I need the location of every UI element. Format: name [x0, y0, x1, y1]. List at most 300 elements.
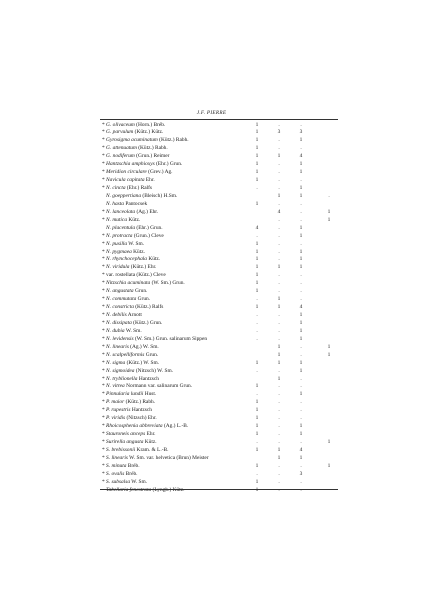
count-cell-3: . — [300, 121, 302, 128]
count-cell-1: 1 — [255, 161, 259, 168]
asterisk-marker: * — [102, 129, 107, 136]
asterisk-marker: * — [102, 216, 107, 223]
species-name — [102, 376, 159, 384]
species-name — [102, 249, 145, 257]
count-cell-2: . — [278, 462, 280, 469]
count-cell-1: 1 — [255, 423, 259, 430]
species-genus: Nitzschia acuminata — [106, 280, 151, 287]
count-cell-3: 1 — [299, 312, 303, 318]
species-name — [106, 201, 147, 209]
species-genus: Hantzschia amphioxys — [106, 161, 155, 168]
species-name — [102, 360, 159, 368]
species-name — [102, 415, 157, 423]
table-row — [0, 145, 423, 153]
count-cell-1: 1 — [255, 256, 259, 263]
species-name — [102, 336, 207, 344]
asterisk-marker: * — [102, 478, 107, 485]
count-cell-1: 1 — [255, 153, 259, 160]
species-name — [102, 185, 152, 193]
count-cell-2: . — [278, 470, 280, 477]
asterisk-marker: * — [102, 137, 107, 144]
species-authority: W. Sm. — [130, 478, 148, 485]
count-cell-2: 1 — [277, 351, 281, 358]
asterisk-marker: * — [102, 185, 107, 191]
table-row — [0, 344, 423, 352]
count-cell-2: . — [278, 288, 280, 295]
asterisk-marker: * — [102, 351, 107, 358]
table-row — [0, 169, 423, 177]
count-cell-3: . — [300, 200, 302, 207]
table-bottom-rule — [100, 489, 338, 490]
count-cell-1: . — [256, 470, 258, 477]
count-cell-3: 1 — [299, 359, 303, 366]
species-authority: Bréb. — [126, 462, 140, 469]
count-cell-2: . — [278, 327, 280, 334]
table-row — [0, 312, 423, 320]
species-authority: (Grun.) Cleve — [132, 232, 164, 239]
asterisk-marker: * — [102, 296, 107, 303]
count-cell-2: . — [278, 407, 280, 414]
running-head: J.F. PIERRE — [196, 110, 227, 116]
count-cell-2: . — [278, 312, 280, 318]
table-row — [0, 479, 423, 487]
count-cell-1: . — [256, 335, 258, 342]
table-top-rule — [100, 119, 338, 120]
table-row — [0, 447, 423, 455]
count-cell-1: 1 — [255, 359, 259, 366]
count-cell-4: 1 — [327, 343, 331, 350]
table-row — [0, 304, 423, 312]
count-cell-1: . — [256, 327, 258, 334]
table-row — [0, 383, 423, 391]
species-genus: N. commutata — [106, 296, 137, 303]
species-genus: G. attenuatum — [106, 145, 137, 152]
species-name — [106, 193, 177, 201]
species-name — [102, 471, 138, 479]
species-name — [102, 479, 147, 487]
asterisk-marker: * — [102, 256, 107, 263]
species-authority: (Lyngb.) Kütz. — [151, 486, 185, 493]
count-cell-2: . — [278, 319, 280, 326]
table-row — [0, 391, 423, 399]
count-cell-1: . — [256, 312, 258, 318]
count-cell-2: . — [278, 399, 280, 406]
species-genus: N. scalpelliformis — [106, 351, 145, 358]
species-genus: N. rhynchocephala — [106, 256, 147, 263]
count-cell-2: . — [278, 391, 280, 398]
count-cell-1: 1 — [255, 280, 259, 287]
count-cell-3: 1 — [299, 224, 303, 231]
count-cell-3: . — [300, 375, 302, 382]
count-cell-3: 1 — [299, 335, 303, 342]
table-row — [0, 439, 423, 447]
species-authority: (Nitzsch) W. Sm. — [134, 367, 173, 374]
count-cell-2: . — [278, 137, 280, 144]
count-cell-2: 1 — [277, 446, 281, 453]
species-genus: N. sigmoidea — [106, 367, 135, 374]
species-genus: Navicula capitata — [106, 177, 145, 184]
species-genus: Rhoicosphenia abbreviata — [106, 423, 163, 430]
table-row — [0, 376, 423, 384]
asterisk-marker: * — [102, 439, 107, 445]
count-cell-3: . — [300, 383, 302, 390]
species-authority: (Ehr.) Grun. — [135, 224, 163, 231]
species-authority: Hantzsch — [137, 375, 159, 382]
count-cell-1: . — [256, 319, 258, 326]
count-cell-3: 1 — [299, 256, 303, 263]
species-authority: (Ag.) W. Sm. — [128, 343, 159, 350]
species-authority: (Kütz.) Ehr. — [129, 264, 157, 271]
species-genus: P. viridis — [106, 415, 126, 422]
species-genus: N. linearis — [106, 343, 129, 350]
asterisk-marker: * — [102, 367, 107, 374]
table-row — [0, 360, 423, 368]
species-name — [102, 463, 140, 471]
table-row — [0, 264, 423, 272]
species-name — [102, 217, 140, 225]
count-cell-2: . — [278, 486, 280, 493]
species-genus: N. vitrea — [106, 383, 125, 390]
count-cell-3: 1 — [299, 192, 303, 199]
species-authority: Normann var. salinarum Grun. — [124, 383, 193, 390]
count-cell-4: 1 — [327, 439, 331, 445]
species-name — [102, 241, 144, 249]
count-cell-3: . — [300, 343, 302, 350]
species-genus: N. dissipata — [106, 319, 132, 326]
species-authority: W. Sm. var. helvetica (Brun) Meister — [127, 454, 209, 461]
species-genus: N. viridula — [106, 264, 130, 271]
species-genus: S. linearis — [106, 454, 128, 461]
count-cell-4: 1 — [327, 462, 331, 469]
species-table — [0, 122, 423, 495]
species-authority: W. Sm. — [127, 240, 145, 247]
count-cell-2: . — [278, 478, 280, 485]
table-row — [0, 431, 423, 439]
table-row — [0, 161, 423, 169]
asterisk-marker: * — [102, 423, 107, 430]
species-name — [102, 439, 157, 447]
table-row — [0, 463, 423, 471]
table-row — [0, 455, 423, 463]
species-genus: Meridion circulare — [106, 169, 147, 176]
species-genus: G. nodiferum — [106, 153, 135, 160]
species-authority: Kütz. — [146, 256, 161, 263]
asterisk-marker: * — [102, 240, 107, 247]
species-genus: N. protracta — [106, 232, 133, 239]
table-row — [0, 320, 423, 328]
species-genus: N. sigma — [106, 359, 126, 366]
table-row — [0, 177, 423, 185]
count-cell-2: . — [278, 121, 280, 128]
count-cell-3: 4 — [299, 304, 303, 311]
count-cell-3: . — [300, 240, 302, 247]
species-authority: (Kütz.) Kütz. — [133, 129, 164, 136]
count-cell-1: . — [256, 185, 258, 191]
asterisk-marker: * — [102, 383, 107, 390]
count-cell-3: 3 — [299, 470, 303, 477]
count-cell-2: . — [278, 216, 280, 223]
asterisk-marker: * — [102, 264, 107, 271]
species-genus: S. subsalsa — [106, 478, 131, 485]
count-cell-4: . — [328, 192, 330, 199]
count-cell-1: 1 — [255, 248, 259, 255]
table-row — [0, 336, 423, 344]
count-cell-1: . — [256, 391, 258, 398]
table-row — [0, 487, 423, 495]
asterisk-marker: * — [102, 454, 107, 461]
species-authority: Arnott — [126, 312, 142, 318]
asterisk-marker: * — [102, 232, 107, 239]
species-authority: (Kütz.) Rabh. — [136, 145, 168, 152]
count-cell-1: 1 — [255, 145, 259, 152]
species-authority: (Kütz.) Grun. — [131, 319, 163, 326]
species-genus: N. angustata — [106, 288, 134, 295]
species-authority: (Horn.) Bréb. — [134, 121, 166, 128]
asterisk-marker: * — [102, 161, 107, 168]
count-cell-3: . — [300, 216, 302, 223]
count-cell-3: . — [300, 399, 302, 406]
table-row — [0, 407, 423, 415]
species-genus: N. tryblionella — [106, 375, 138, 382]
count-cell-3: . — [300, 415, 302, 422]
species-name — [102, 288, 147, 296]
species-authority: (Ehr.) Grun. — [154, 161, 183, 168]
table-row — [0, 328, 423, 336]
count-cell-3: . — [300, 145, 302, 152]
species-genus: N. pygmaea — [106, 248, 132, 255]
asterisk-marker: * — [102, 415, 107, 422]
asterisk-marker: * — [102, 335, 107, 342]
table-row — [0, 471, 423, 479]
asterisk-marker: * — [102, 407, 107, 414]
species-authority: Ehr. — [145, 431, 156, 438]
count-cell-2: . — [278, 280, 280, 287]
count-cell-2: 1 — [277, 454, 281, 461]
asterisk-marker: * — [102, 272, 107, 279]
species-authority: (Grun.) Reimer — [134, 153, 170, 160]
count-cell-3: 1 — [299, 454, 303, 461]
count-cell-2: . — [278, 367, 280, 374]
species-name — [102, 399, 155, 407]
count-cell-2: . — [278, 200, 280, 207]
species-name — [102, 209, 158, 217]
count-cell-1: 1 — [255, 462, 259, 469]
count-cell-3: 1 — [299, 327, 303, 334]
count-cell-2: . — [278, 439, 280, 445]
species-authority: Hantzsch — [130, 407, 152, 414]
species-authority: (Grev.) Ag. — [146, 169, 173, 176]
count-cell-3: . — [300, 280, 302, 287]
count-cell-2: . — [278, 161, 280, 168]
species-genus: N. pusilla — [106, 240, 128, 247]
table-row — [0, 249, 423, 257]
asterisk-marker: * — [102, 208, 107, 215]
asterisk-marker: * — [102, 462, 107, 469]
count-cell-2: . — [278, 415, 280, 422]
species-name — [102, 161, 182, 169]
species-authority: (Ehr.) Ralfs — [125, 185, 153, 191]
table-row — [0, 256, 423, 264]
species-name — [102, 368, 173, 376]
table-row — [0, 272, 423, 280]
count-cell-1: . — [256, 439, 258, 445]
count-cell-1: 1 — [255, 486, 259, 493]
species-genus: N. constricta — [106, 304, 134, 311]
table-row — [0, 153, 423, 161]
count-cell-2: 1 — [277, 359, 281, 366]
count-cell-3: . — [300, 486, 302, 493]
species-name — [102, 328, 142, 336]
species-authority: (Bleisch) H.Sm. — [141, 192, 178, 199]
species-name — [102, 320, 162, 328]
count-cell-3: . — [300, 272, 302, 279]
table-row — [0, 415, 423, 423]
species-authority: Grun. — [133, 288, 148, 295]
species-genus: N. mutica — [106, 216, 128, 223]
species-authority: Kütz. — [127, 216, 141, 223]
table-row — [0, 241, 423, 249]
table-row — [0, 233, 423, 241]
count-cell-3: 1 — [299, 232, 303, 239]
asterisk-marker: * — [102, 470, 107, 477]
count-cell-3: 1 — [299, 319, 303, 326]
species-genus: Tabellaria fenestrata — [106, 486, 152, 493]
species-authority: Hust. — [143, 391, 157, 398]
asterisk-marker: * — [102, 280, 107, 287]
count-cell-1: 1 — [255, 200, 259, 207]
species-genus: Surirella angusta — [106, 439, 144, 445]
count-cell-2: . — [278, 335, 280, 342]
species-name — [102, 312, 142, 320]
count-cell-1: 4 — [255, 224, 259, 231]
count-cell-3: 1 — [299, 264, 303, 271]
species-name — [102, 153, 169, 161]
table-row — [0, 296, 423, 304]
count-cell-3: . — [300, 208, 302, 215]
species-authority: var. rostellata (Kütz.) Cleve — [106, 272, 166, 279]
asterisk-marker: * — [102, 248, 107, 255]
asterisk-marker: * — [102, 319, 107, 326]
species-name — [102, 344, 159, 352]
count-cell-3: 1 — [299, 431, 303, 438]
table-row — [0, 193, 423, 201]
table-row — [0, 225, 423, 233]
table-row — [0, 288, 423, 296]
count-cell-1: 1 — [255, 407, 259, 414]
count-cell-1: 1 — [255, 129, 259, 136]
count-cell-1: 1 — [255, 304, 259, 311]
count-cell-3: 1 — [299, 137, 303, 144]
count-cell-2: 1 — [277, 264, 281, 271]
count-cell-3: 4 — [299, 153, 303, 160]
species-name — [102, 296, 150, 304]
species-authority: (Kütz.) Rabh. — [157, 137, 189, 144]
count-cell-3: 1 — [299, 161, 303, 168]
count-cell-3: 1 — [299, 367, 303, 374]
count-cell-3: 1 — [299, 169, 303, 176]
count-cell-2: . — [278, 169, 280, 176]
count-cell-3: 3 — [299, 129, 303, 136]
species-authority: Pantocsek — [123, 200, 148, 207]
asterisk-marker: * — [102, 177, 107, 184]
species-name — [102, 383, 192, 391]
count-cell-2: 3 — [277, 129, 281, 136]
table-row — [0, 209, 423, 217]
count-cell-3: . — [300, 351, 302, 358]
species-authority: W. Sm. — [124, 327, 142, 334]
species-authority: (W. Sm.) Grun. salinarum Sippen — [133, 335, 208, 342]
table-row — [0, 352, 423, 360]
species-name — [102, 233, 164, 241]
species-name — [102, 304, 163, 312]
asterisk-marker: * — [102, 145, 107, 152]
asterisk-marker: * — [102, 327, 107, 334]
count-cell-1: 1 — [255, 399, 259, 406]
species-genus: P. rupestris — [106, 407, 131, 414]
species-authority: (Kütz.) Rabh. — [124, 399, 156, 406]
species-authority: Grun. — [144, 351, 159, 358]
count-cell-1: 1 — [255, 288, 259, 295]
count-cell-3: . — [300, 462, 302, 469]
count-cell-3: . — [300, 288, 302, 295]
species-genus: N. hasta — [106, 200, 124, 207]
asterisk-marker: * — [102, 121, 107, 128]
count-cell-3: 1 — [299, 391, 303, 398]
asterisk-marker: * — [102, 399, 107, 406]
species-authority: Kütz. — [143, 439, 157, 445]
count-cell-3: . — [300, 439, 302, 445]
species-genus: G. olivaceum — [106, 121, 135, 128]
count-cell-2: . — [278, 256, 280, 263]
count-cell-2: . — [278, 431, 280, 438]
species-genus: Pinnularia lundii — [106, 391, 144, 398]
species-authority: Ehr. — [144, 177, 155, 184]
count-cell-2: 4 — [277, 208, 281, 215]
count-cell-1: 1 — [255, 272, 259, 279]
species-authority: (Kütz.) Ralfs — [133, 304, 164, 311]
count-cell-1: . — [256, 232, 258, 239]
table-row — [0, 423, 423, 431]
species-genus: S. minuta — [106, 462, 127, 469]
count-cell-1: 1 — [255, 446, 259, 453]
species-authority: Kütz. — [131, 248, 145, 255]
count-cell-1: 1 — [255, 121, 259, 128]
count-cell-1: 1 — [255, 240, 259, 247]
count-cell-2: 1 — [277, 296, 281, 303]
species-genus: N. levidensis — [106, 335, 134, 342]
count-cell-1: 1 — [255, 383, 259, 390]
species-name — [102, 407, 152, 415]
count-cell-3: . — [300, 407, 302, 414]
species-genus: G. parvulum — [106, 129, 134, 136]
count-cell-2: 1 — [277, 192, 281, 199]
count-cell-2: . — [278, 272, 280, 279]
species-name — [102, 431, 155, 439]
table-row — [0, 185, 423, 193]
count-cell-3: 1 — [299, 248, 303, 255]
species-authority: (Ag.) Ehr. — [135, 208, 159, 215]
count-cell-2: 1 — [277, 153, 281, 160]
species-genus: N. cincta — [106, 185, 126, 191]
asterisk-marker: * — [102, 343, 107, 350]
count-cell-1: . — [256, 367, 258, 374]
count-cell-2: 1 — [277, 304, 281, 311]
count-cell-1: 1 — [255, 415, 259, 422]
species-authority: Kram. & L.-B. — [135, 446, 169, 453]
species-authority: (Ag.) L.-B. — [162, 423, 189, 430]
species-genus: P. maior — [106, 399, 125, 406]
species-genus: N. goeppertiana — [106, 192, 142, 199]
